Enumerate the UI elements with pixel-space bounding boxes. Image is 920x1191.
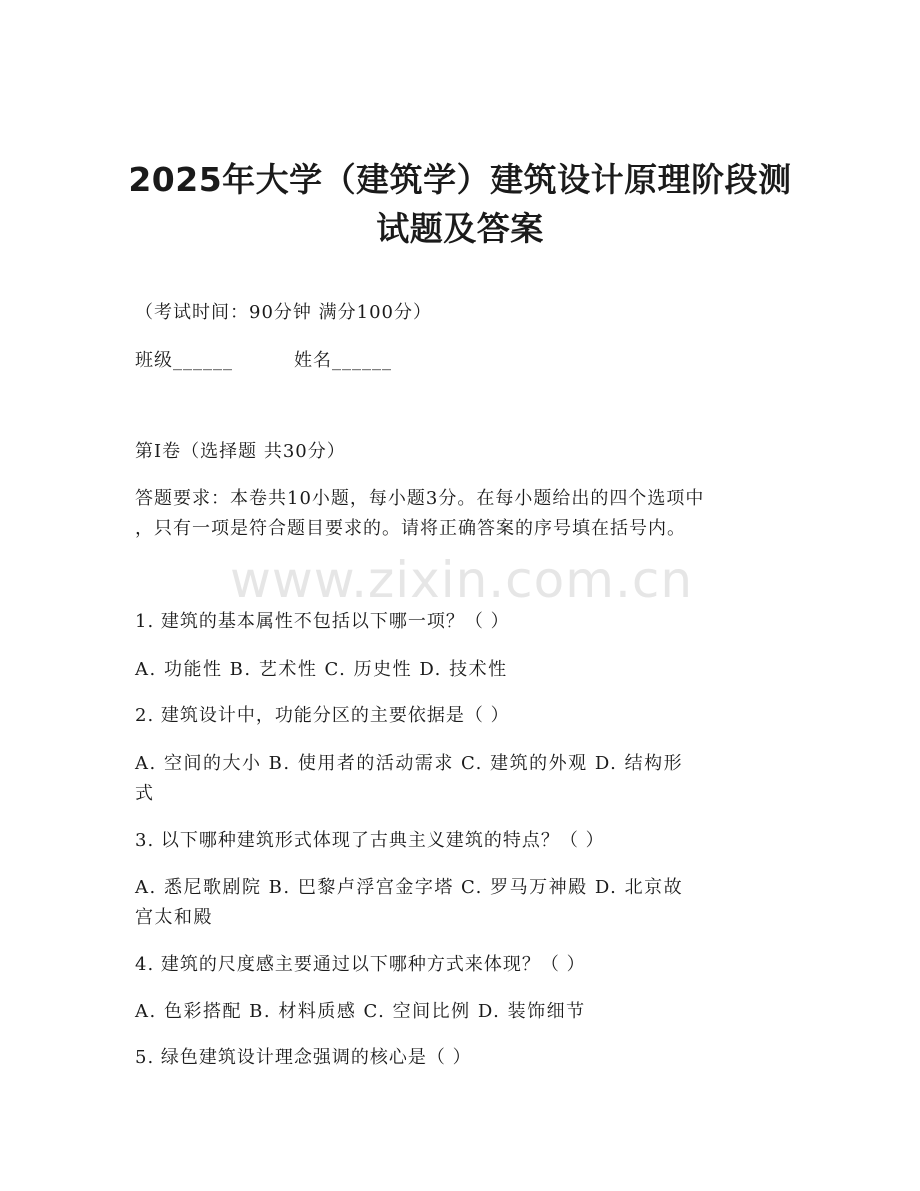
question-4-options: A. 色彩搭配 B. 材料质感 C. 空间比例 D. 装饰细节 (135, 1001, 586, 1022)
instructions-line-1: 答题要求：本卷共10小题，每小题3分。在每小题给出的四个选项中 (135, 488, 705, 509)
exam-info: （考试时间：90分钟 满分100分） (135, 302, 432, 323)
document-title-line-2: 试题及答案 (376, 209, 544, 248)
question-3-options-wrap: 宫太和殿 (135, 907, 213, 928)
name-field: 姓名______ (294, 350, 392, 371)
question-5-stem: 5. 绿色建筑设计理念强调的核心是（ ） (135, 1047, 472, 1068)
instructions-line-2: ，只有一项是符合题目要求的。请将正确答案的序号填在括号内。 (135, 518, 686, 539)
section-title: 第I卷（选择题 共30分） (135, 441, 346, 462)
question-2-stem: 2. 建筑设计中，功能分区的主要依据是（ ） (135, 705, 510, 726)
question-4-stem: 4. 建筑的尺度感主要通过以下哪种方式来体现？（ ） (135, 954, 586, 975)
class-field: 班级______ (135, 350, 233, 371)
question-3-options: A. 悉尼歌剧院 B. 巴黎卢浮宫金字塔 C. 罗马万神殿 D. 北京故 (135, 877, 684, 898)
question-1-stem: 1. 建筑的基本属性不包括以下哪一项？（ ） (135, 611, 510, 632)
question-3-stem: 3. 以下哪种建筑形式体现了古典主义建筑的特点？（ ） (135, 830, 605, 851)
document-title-line-1: 2025年大学（建筑学）建筑设计原理阶段测 (128, 160, 792, 199)
question-2-options-wrap: 式 (135, 783, 155, 804)
question-2-options: A. 空间的大小 B. 使用者的活动需求 C. 建筑的外观 D. 结构形 (135, 753, 684, 774)
question-1-options: A. 功能性 B. 艺术性 C. 历史性 D. 技术性 (135, 659, 508, 680)
watermark: www.zixin.com.cn (230, 551, 694, 609)
